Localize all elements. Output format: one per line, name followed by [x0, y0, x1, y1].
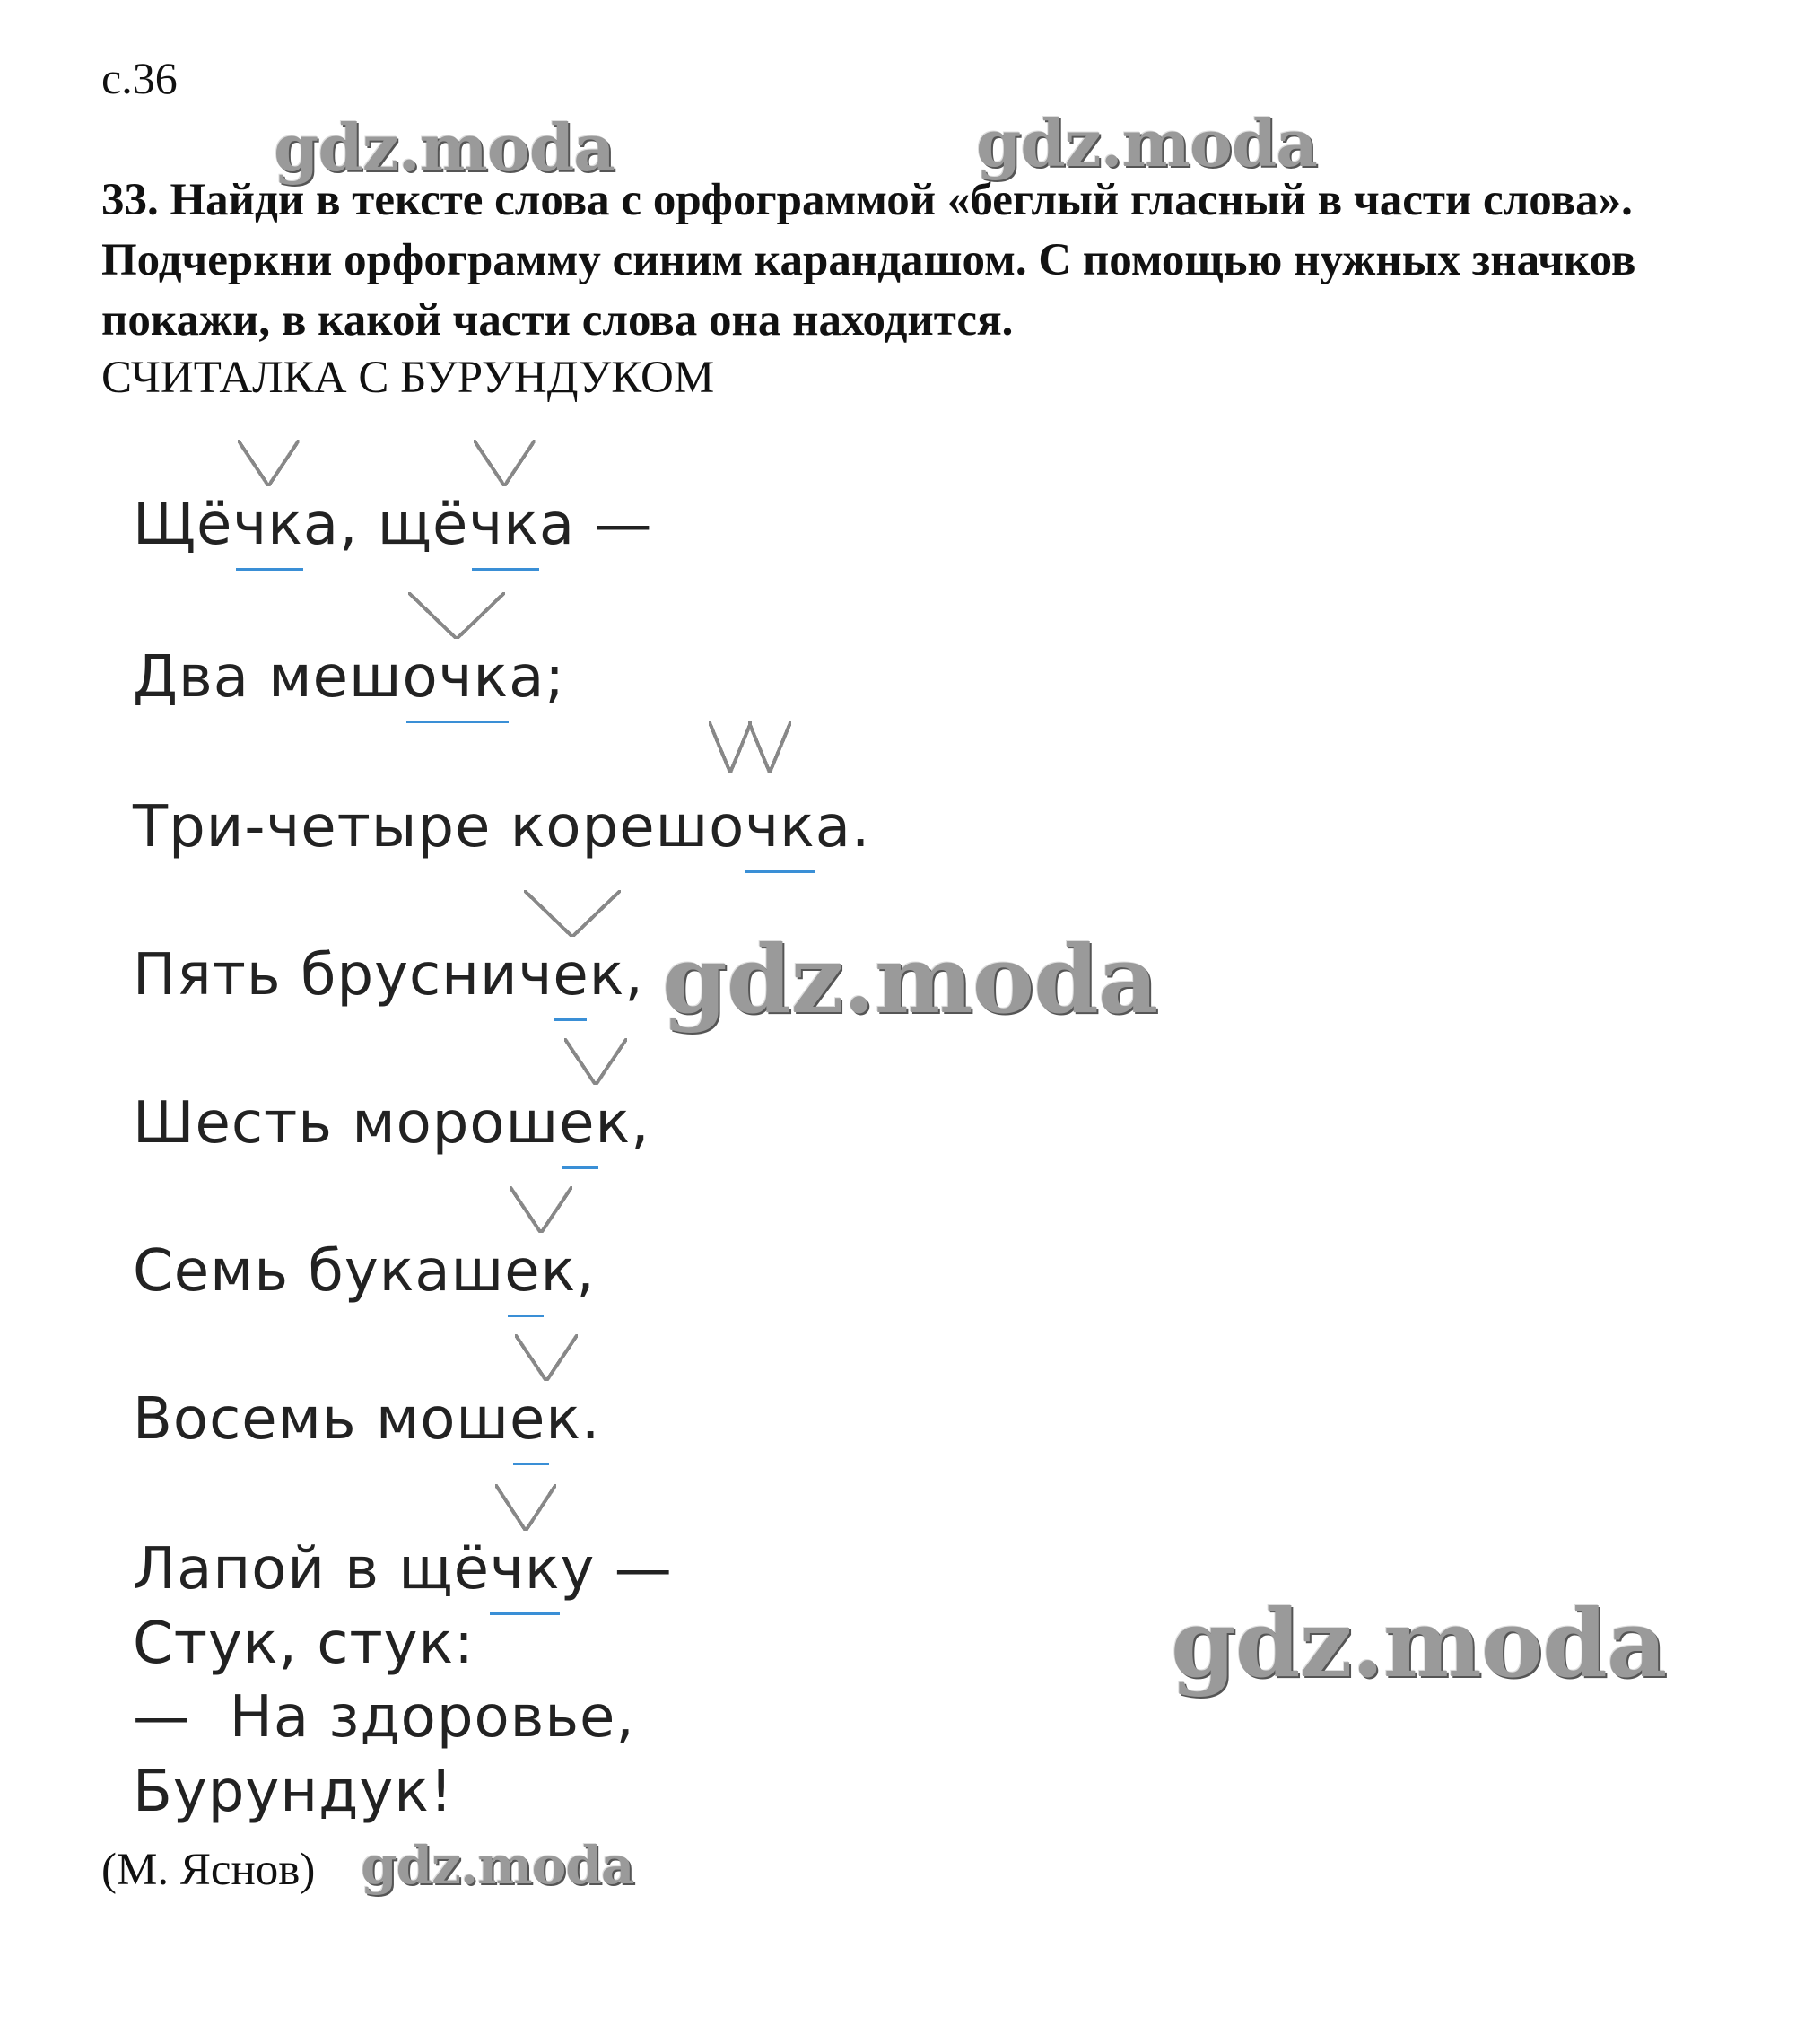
- poem-line-6: Семь букашек ,: [133, 1238, 596, 1305]
- suffix-mark-icon: чк: [468, 492, 538, 558]
- watermark: gdz.moda: [361, 1835, 634, 1896]
- watermark: gdz.moda: [1171, 1588, 1667, 1699]
- suffix-mark-icon: ек: [559, 1090, 631, 1157]
- suffix-mark-icon: очк: [403, 644, 510, 711]
- poem-line-4: Пять брусничек ,: [133, 942, 644, 1009]
- poem-line-3: Три-четыре корешочк а.: [133, 794, 870, 860]
- poem-line-1: Щёчк а, щёчк а —: [133, 492, 652, 558]
- poem-line-2: Два мешочк а;: [133, 644, 565, 711]
- suffix-mark-icon: чек: [519, 942, 625, 1009]
- poem-line-5: Шесть морошек ,: [133, 1090, 650, 1157]
- poem-title: СЧИТАЛКА С БУРУНДУКОМ: [101, 353, 715, 403]
- poem-line-7: Восемь мошек .: [133, 1386, 600, 1453]
- watermark: gdz.moda: [274, 109, 615, 186]
- watermark: gdz.moda: [662, 924, 1158, 1035]
- poem-line-11: Бурундук!: [133, 1759, 454, 1825]
- suffix-mark-icon: чк: [490, 1536, 560, 1603]
- suffix-mark-icon: ек: [504, 1238, 576, 1305]
- watermark: gdz.moda: [976, 105, 1317, 181]
- page-number: с.36: [101, 53, 178, 103]
- double-suffix-mark-icon: очк: [709, 794, 815, 860]
- poem-line-9: Стук, стук:: [133, 1611, 475, 1677]
- poem-author: (М. Яснов): [101, 1845, 316, 1895]
- suffix-mark-icon: чк: [232, 492, 302, 558]
- poem-line-10: — На здоровье,: [133, 1684, 635, 1751]
- suffix-mark-icon: ек: [510, 1386, 581, 1453]
- task-text: 33. Найди в тексте слова с орфограммой «беглый гласный в части слова». Подчеркни орфограмму синим карандашом. С помощью нужных значков покажи, в какой части слова она находится.: [101, 175, 1636, 345]
- poem-line-8: Лапой в щёчк у —: [133, 1536, 673, 1603]
